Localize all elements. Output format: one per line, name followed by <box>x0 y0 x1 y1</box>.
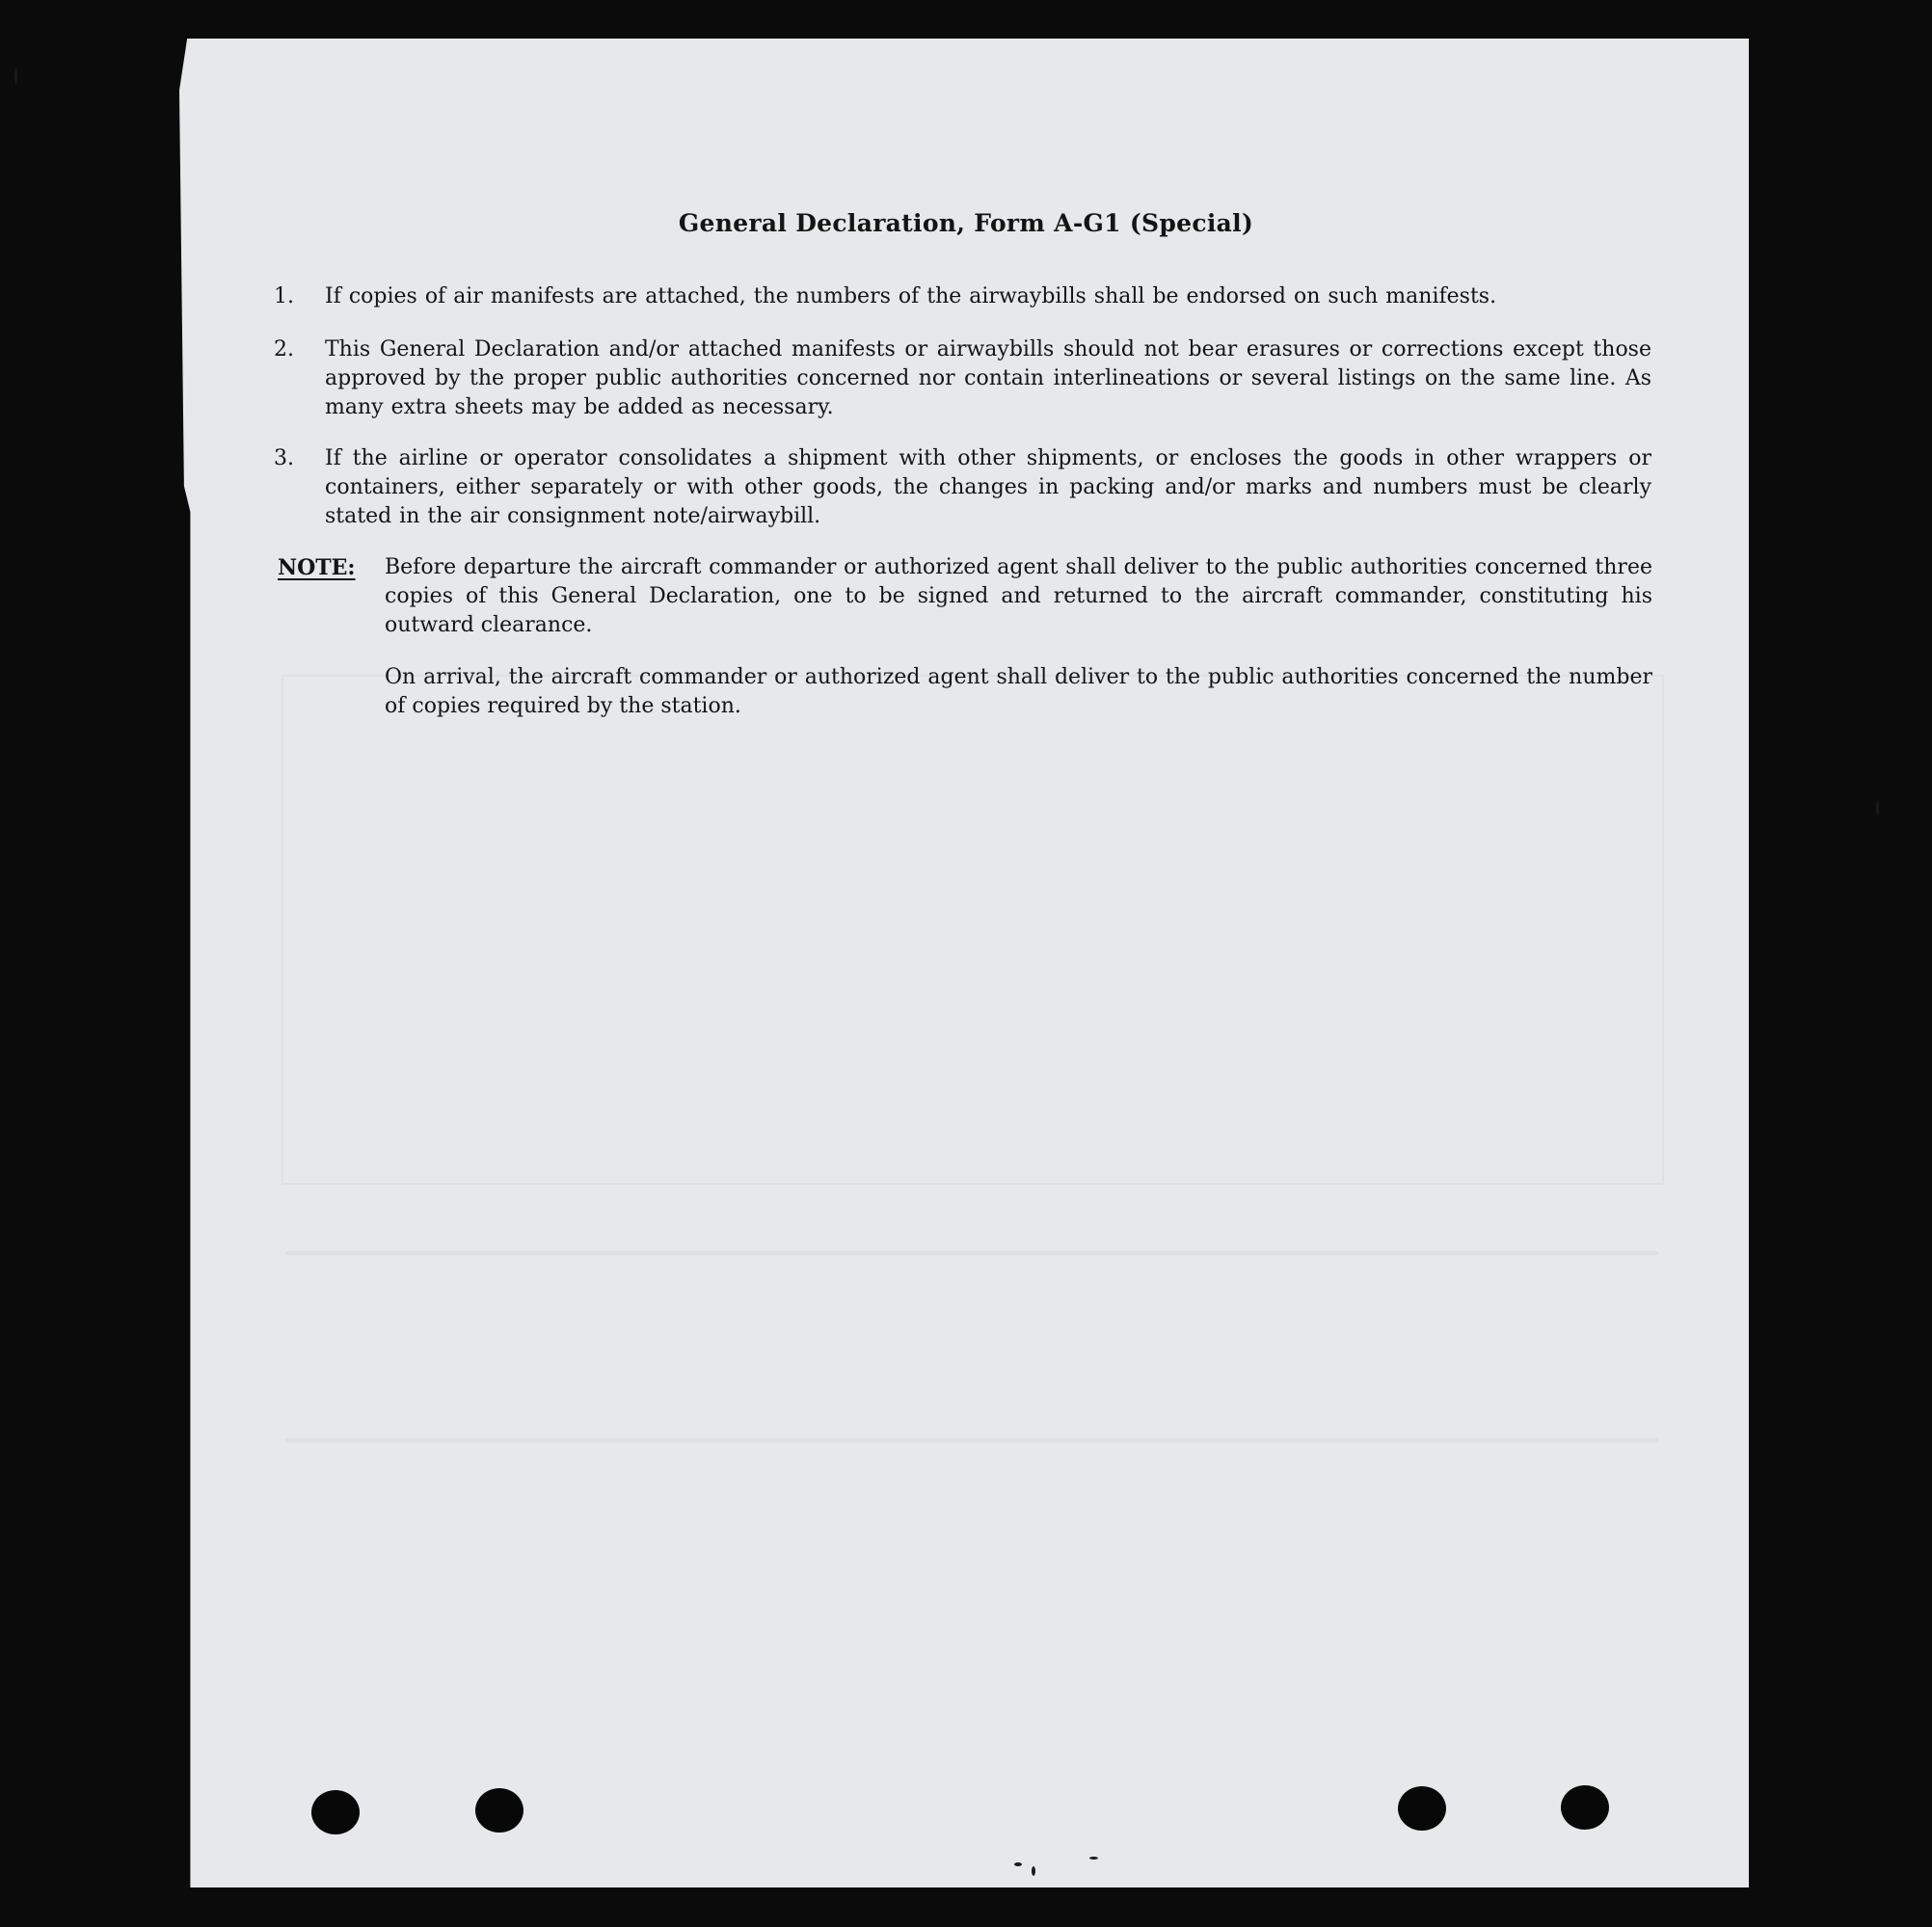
note-paragraph: On arrival, the aircraft commander or authorized agent shall deliver to the public authorities concerned the number of copies required by the station. <box>385 665 1652 718</box>
speck <box>1089 1857 1098 1860</box>
punch-hole <box>1398 1786 1446 1831</box>
speck <box>14 67 17 85</box>
item-number: 3. <box>274 446 294 470</box>
item-text: If the airline or operator consolidates a shipment with other shipments, or encloses the goods in other wrappers or containers, either separately or with other goods, the changes in packing and/or marks and numbers must be clearly stated in the air consignment note/airwaybill. <box>325 446 1651 528</box>
punch-hole <box>1561 1785 1609 1830</box>
note-label: NOTE: <box>278 555 356 580</box>
item-text: This General Declaration and/or attached manifests or airwaybills should not bear erasures or corrections except those approved by the proper public authorities concerned nor contain interlineations or several listings on the same line. As many extra sheets may be added as necessary. <box>325 337 1651 419</box>
bleed-through-box <box>282 675 1664 1185</box>
speck <box>1014 1862 1022 1866</box>
bleed-through-line <box>285 1438 1658 1442</box>
speck <box>1032 1866 1035 1876</box>
speck <box>1876 800 1879 816</box>
page-title: General Declaration, Form A-G1 (Special) <box>678 209 1254 237</box>
punch-hole <box>475 1788 523 1833</box>
item-text: If copies of air manifests are attached, the numbers of the airwaybills shall be endorsed on such manifests. <box>325 284 1497 308</box>
item-number: 2. <box>274 337 294 361</box>
punch-hole <box>311 1790 360 1834</box>
bleed-through-line <box>285 1251 1658 1255</box>
item-number: 1. <box>274 284 294 308</box>
note-paragraph: Before departure the aircraft commander or authorized agent shall deliver to the public authorities concerned three copies of this General Declaration, one to be signed and returned to the aircraft commander, constituting his outward clearance. <box>385 555 1652 637</box>
